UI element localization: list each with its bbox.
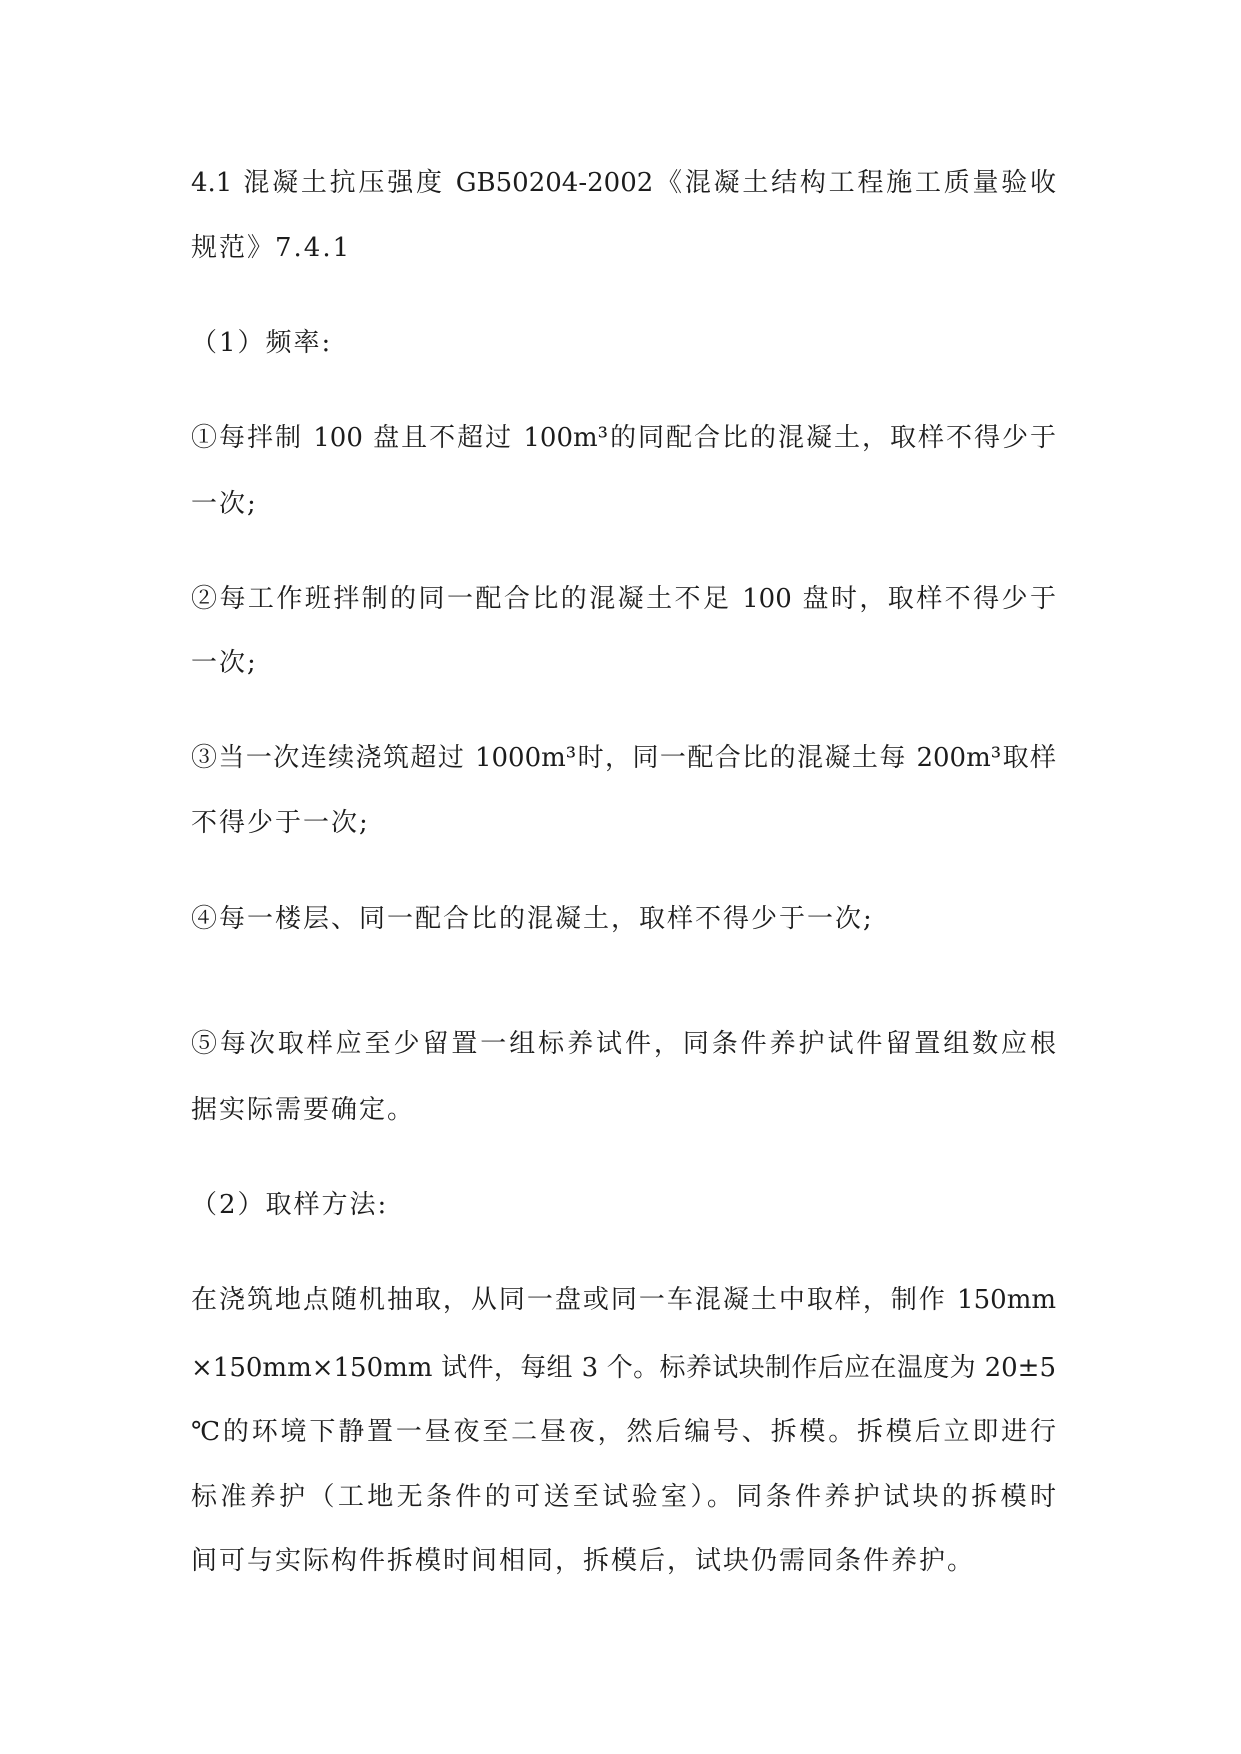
rule-line: ①每拌制 100 盘且不超过 100m³的同配合比的混凝土，取样不得少于 xyxy=(191,423,1056,453)
rule-line: ③当一次连续浇筑超过 1000m³时，同一配合比的混凝土每 200m³取样 xyxy=(191,743,1056,773)
body-line: ℃的环境下静置一昼夜至二昼夜，然后编号、拆模。拆模后立即进行 xyxy=(191,1417,1056,1447)
subheading-sampling-method: （2）取样方法: xyxy=(191,1190,389,1220)
rule-line: ④每一楼层、同一配合比的混凝土，取样不得少于一次; xyxy=(191,904,874,934)
rule-line: 据实际需要确定。 xyxy=(191,1095,416,1125)
section-heading-line: 规范》7.4.1 xyxy=(191,233,352,263)
rule-line: ⑤每次取样应至少留置一组标养试件，同条件养护试件留置组数应根 xyxy=(191,1029,1056,1059)
body-line: 在浇筑地点随机抽取，从同一盘或同一车混凝土中取样，制作 150mm xyxy=(191,1285,1056,1315)
rule-line: 一次; xyxy=(191,489,258,519)
rule-line: 一次; xyxy=(191,648,258,678)
section-heading-line: 4.1 混凝土抗压强度 GB50204-2002《混凝土结构工程施工质量验收 xyxy=(191,168,1056,198)
subheading-frequency: （1）频率: xyxy=(191,328,333,358)
body-line: 标准养护（工地无条件的可送至试验室）。同条件养护试块的拆模时 xyxy=(191,1482,1056,1512)
body-line: ×150mm×150mm 试件，每组 3 个。标养试块制作后应在温度为 20±5 xyxy=(191,1353,1056,1383)
rule-line: ②每工作班拌制的同一配合比的混凝土不足 100 盘时，取样不得少于 xyxy=(191,584,1056,614)
body-line: 间可与实际构件拆模时间相同，拆模后，试块仍需同条件养护。 xyxy=(191,1546,976,1576)
rule-line: 不得少于一次; xyxy=(191,808,370,838)
